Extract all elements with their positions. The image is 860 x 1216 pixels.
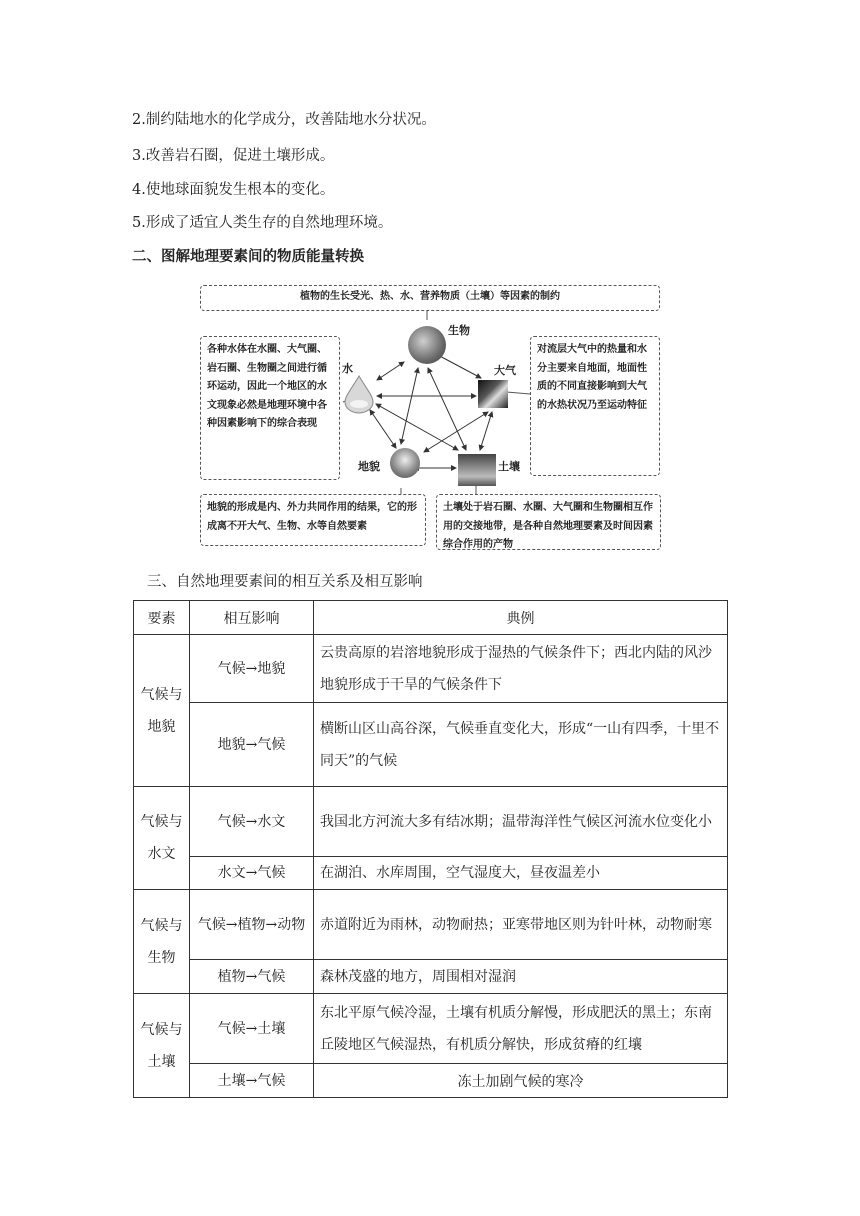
example-cell: 在湖泊、水库周围，空气湿度大，昼夜温差小 <box>314 857 728 890</box>
water-drop-icon <box>342 374 376 414</box>
example-cell: 冻土加剧气候的寒冷 <box>314 1064 728 1098</box>
example-cell: 赤道附近为雨林，动物耐热；亚寒带地区则为针叶林，动物耐寒 <box>314 890 728 960</box>
diagram-arrows <box>196 282 666 552</box>
table-row <box>134 890 728 960</box>
diagram-top-box: 植物的生长受光、热、水、营养物质（土壤）等因素的制约 <box>200 285 660 311</box>
point-3: 3.改善岩石圈，促进土壤形成。 <box>132 148 335 164</box>
diagram-right-box: 对流层大气中的热量和水分主要来自地面，地面性质的不同直接影响到大气的水热状况乃至运动特征 <box>530 336 660 476</box>
table-row <box>134 960 728 994</box>
table-row <box>134 857 728 890</box>
landform-image <box>390 448 420 478</box>
diagram-left-box: 各种水体在水圈、大气圈、岩石圈、生物圈之间进行循环运动，因此一个地区的水文现象必然是地理环境中各种因素影响下的综合表现 <box>200 336 340 480</box>
influence-cell: 地貌→气候 <box>190 703 314 787</box>
table-row <box>134 994 728 1064</box>
point-2: 2.制约陆地水的化学成分，改善陆地水分状况。 <box>132 112 436 128</box>
example-cell: 横断山区山高谷深，气候垂直变化大，形成“一山有四季，十里不同天”的气候 <box>314 703 728 787</box>
example-cell: 东北平原气候冷湿，土壤有机质分解慢，形成肥沃的黑土；东南丘陵地区气候湿热，有机质分解快，形成贫瘠的红壤 <box>314 994 728 1064</box>
influence-cell: 水文→气候 <box>190 857 314 890</box>
atmosphere-image <box>478 380 508 408</box>
label-water: 水 <box>342 362 353 375</box>
relationship-table <box>133 600 728 1098</box>
element-cell: 气候与土壤 <box>134 994 190 1098</box>
table-row <box>134 787 728 857</box>
element-cell: 气候与水文 <box>134 787 190 890</box>
example-cell: 我国北方河流大多有结冰期；温带海洋性气候区河流水位变化小 <box>314 787 728 857</box>
element-cell: 气候与生物 <box>134 890 190 994</box>
table-row <box>134 635 728 703</box>
table-row <box>134 703 728 787</box>
label-atmosphere: 大气 <box>494 364 516 377</box>
label-soil: 土壤 <box>498 460 520 473</box>
biology-image <box>408 326 446 364</box>
soil-image <box>458 454 496 486</box>
point-4: 4.使地球面貌发生根本的变化。 <box>132 182 335 198</box>
label-biology: 生物 <box>448 324 470 337</box>
influence-cell: 气候→水文 <box>190 787 314 857</box>
section3-title: 三、自然地理要素间的相互关系及相互影响 <box>147 574 423 590</box>
element-cell: 气候与地貌 <box>134 635 190 787</box>
influence-cell: 植物→气候 <box>190 960 314 994</box>
influence-cell: 土壤→气候 <box>190 1064 314 1098</box>
section2-title: 二、图解地理要素间的物质能量转换 <box>132 249 364 265</box>
point-5: 5.形成了适宜人类生存的自然地理环境。 <box>132 215 393 231</box>
header-example: 典例 <box>314 601 728 635</box>
table-row <box>134 1064 728 1098</box>
example-cell: 云贵高原的岩溶地貌形成于湿热的气候条件下；西北内陆的风沙地貌形成于干旱的气候条件下 <box>314 635 728 703</box>
example-cell: 森林茂盛的地方，周围相对湿润 <box>314 960 728 994</box>
header-element: 要素 <box>134 601 190 635</box>
header-influence: 相互影响 <box>190 601 314 635</box>
label-landform: 地貌 <box>358 460 380 473</box>
influence-cell: 气候→土壤 <box>190 994 314 1064</box>
influence-cell: 气候→地貌 <box>190 635 314 703</box>
diagram-bottom-left-box: 地貌的形成是内、外力共同作用的结果，它的形成离不开大气、生物、水等自然要素 <box>200 494 426 546</box>
influence-cell: 气候→植物→动物 <box>190 890 314 960</box>
diagram-bottom-right-box: 土壤处于岩石圈、水圈、大气圈和生物圈相互作用的交接地带，是各种自然地理要素及时间因素综合作用的产物 <box>436 494 661 550</box>
material-energy-diagram <box>196 282 666 552</box>
